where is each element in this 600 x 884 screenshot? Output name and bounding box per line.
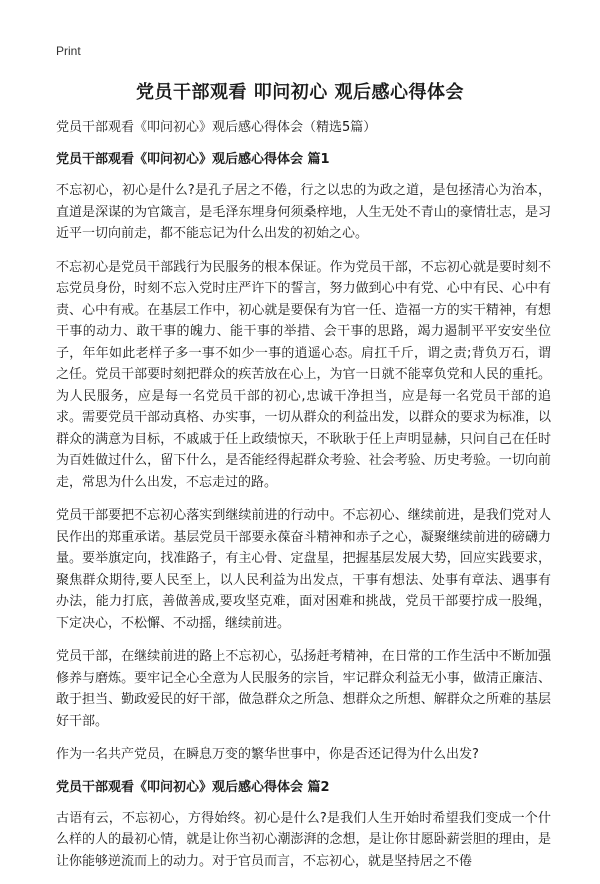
article-body xyxy=(56,118,551,884)
article-subtitle: 党员干部观看《叩问初心》观后感心得体会（精选5篇） xyxy=(56,120,377,135)
paragraph: 作为一名共产党员，在瞬息万变的繁华世事中，你是否还记得为什么出发? xyxy=(56,747,479,762)
section-1 xyxy=(56,150,551,766)
section-heading: 党员干部观看《叩问初心》观后感心得体会 篇2 xyxy=(56,779,330,795)
page-title: 党员干部观看 叩问初心 观后感心得体会 xyxy=(135,82,465,103)
paragraph: 党员干部要把不忘初心落实到继续前进的行动中。不忘初心、继续前进，是我们党对人民作出的郑重承诺。基层党员干部要永葆奋斗精神和赤子之心，凝聚继续前进的磅礴力量。要举旗定向，找准路子，有主心骨、定盘星，把握基层发展大势，回应实践要求，聚焦群众期待,要人民至上，以人民利益为出发点，干事有想法、处事有章法、遇事有办法，能力打底，善做善成,要攻坚克难，面对困难和挑战，党员干部要拧成一股绳，下定决心，不松懈、不动摇，继续前进。 xyxy=(56,508,551,631)
paragraph: 党员干部，在继续前进的路上不忘初心，弘扬赶考精神，在日常的工作生活中不断加强修养与磨炼。要牢记全心全意为人民服务的宗旨，牢记群众利益无小事，做清正廉洁、敢于担当、勤政爱民的好干部，做急群众之所急、想群众之所想、解群众之所难的基层好干部。 xyxy=(56,649,551,729)
paragraph: 不忘初心是党员干部践行为民服务的根本保证。作为党员干部，不忘初心就是要时刻不忘党员身份，时刻不忘入党时庄严许下的誓言，努力做到心中有党、心中有民、心中有责、心中有戒。在基层工作中，初心就是要保有为官一任、造福一方的实干精神，有想干事的动力、敢干事的魄力、能干事的举措、会干事的思路，竭力遏制平平安安坐位子，年年如此老样子多一事不如少一事的逍遥心态。肩扛千斤，谓之责;背负万石，谓之任。党员干部要时刻把群众的疾苦放在心上，为官一日就不能辜负党和人民的重托。为人民服务，应是每一名党员干部的初心,忠诚干净担当，应是每一名党员干部的追求。需要党员干部动真格、办实事，一切从群众的利益出发，以群众的要求为标准，以群众的满意为目标，不戚戚于任上政绩惊天，不耿耿于任上声明显赫，只问自己在任时为百姓做过什么，留下什么，是否能经得起群众考验、社会考验、历史考验。一切向前走，常思为什么出发，不忘走过的路。 xyxy=(56,259,551,490)
paragraph: 古语有云，不忘初心，方得始终。初心是什么?是我们人生开始时希望我们变成一个什么样的人的最初心情，就是让你当初心潮澎湃的念想，是让你甘愿卧薪尝胆的理由，是让你能够逆流而上的动力。对于官员而言，不忘初心，就是坚持居之不倦 xyxy=(56,810,551,869)
paragraph: 不忘初心，初心是什么?是孔子居之不倦，行之以忠的为政之道，是包拯清心为治本，直道是深谋的为官箴言，是毛泽东埋身何须桑梓地，人生无处不青山的豪情壮志，是习近平一切向前走，都不能忘记为什么出发的初始之心。 xyxy=(56,183,551,241)
print-label[interactable]: Print xyxy=(56,44,81,58)
section-heading: 党员干部观看《叩问初心》观后感心得体会 篇1 xyxy=(56,152,330,167)
section-2 xyxy=(56,778,551,873)
